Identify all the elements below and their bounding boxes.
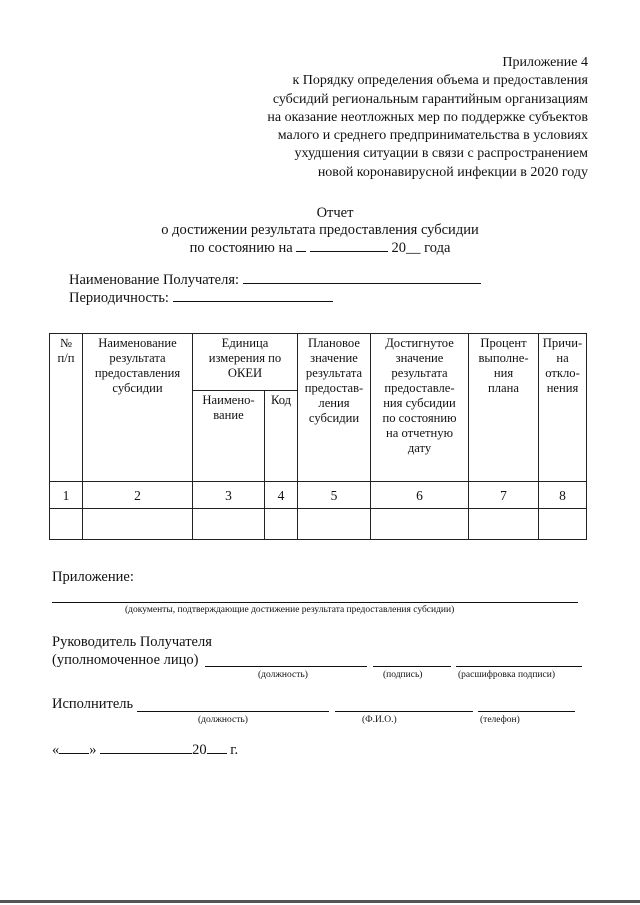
header-cell-unit-name: Наимено- вание [193,391,265,482]
appendix-line: Приложение 4 [502,55,588,70]
head-line1: Руководитель Получателя [52,634,212,650]
table-cell[interactable] [298,509,371,540]
table-cell[interactable] [539,509,587,540]
head-caption-signature: (подпись) [383,670,423,680]
executor-name-line [335,711,473,712]
executor-position-line [137,711,329,712]
date-line [52,741,238,759]
header-cell-unit-group: Единица измерения по ОКЕИ [193,334,298,391]
table-cell[interactable] [265,509,298,540]
column-number: 5 [298,482,371,509]
head-signature-line [373,666,451,667]
date-day-blank [59,741,89,754]
periodicity-blank [173,289,333,302]
recipient-field [69,271,481,289]
date-blank [296,239,306,252]
recipient-label: Наименование Получателя: [69,272,240,288]
date-month-blank [100,741,192,754]
table-cell[interactable] [469,509,539,540]
attachment-label: Приложение: [52,569,134,585]
head-decode-line [456,666,582,667]
appendix-line: субсидий региональным гарантийным организациям [272,91,588,107]
appendix-line: малого и среднего предпринимательства в условиях [277,128,588,144]
report-date-year: 20__ года [391,240,451,256]
column-number: 6 [371,482,469,509]
page-bottom-border [0,900,640,903]
executor-label: Исполнитель [52,696,134,712]
head-position-line [205,666,367,667]
header-cell-achieved: Достигнутое значение результата предоставле- ния субсидии по состоянию на отчетную дату [371,334,469,482]
header-cell-result-name: Наименование результата предоставления субсидии [83,334,193,482]
column-number: 2 [83,482,193,509]
attachment-line [52,602,578,603]
head-caption-position: (должность) [258,670,308,680]
appendix-line: на оказание неотложных мер по поддержке субъектов [267,109,588,125]
executor-caption-phone: (телефон) [480,715,520,725]
table-cell[interactable] [83,509,193,540]
header-cell-planned: Плановое значение результата предостав- ления субсидии [298,334,371,482]
periodicity-label: Периодичность: [69,290,169,306]
appendix-line: к Порядку определения объема и предоставления [292,73,588,89]
table-cell[interactable] [193,509,265,540]
periodicity-field [69,289,333,307]
report-date [0,239,640,257]
header-cell-unit-code: Код [265,391,298,482]
column-number: 3 [193,482,265,509]
executor-caption-name: (Ф.И.О.) [362,715,397,725]
column-number: 4 [265,482,298,509]
table-number-row [50,482,587,509]
column-number: 8 [539,482,587,509]
head-caption-decode: (расшифровка подписи) [458,670,555,680]
executor-phone-line [478,711,575,712]
executor-caption-position: (должность) [198,715,248,725]
date-year: 20 [192,742,207,758]
date-year-blank [207,741,227,754]
head-line2: (уполномоченное лицо) [52,652,199,668]
report-subtitle: о достижении результата предоставления субсидии [161,222,479,238]
column-number: 1 [50,482,83,509]
appendix-line: ухудшения ситуации в связи с распространением [294,146,588,162]
attachment-caption: (документы, подтверждающие достижение результата предоставления субсидии) [125,605,455,615]
column-number: 7 [469,482,539,509]
table-header-row [50,334,587,391]
report-title: Отчет [316,205,354,221]
report-title-block [0,205,640,257]
header-cell-number: № п/п [50,334,83,482]
table-cell[interactable] [371,509,469,540]
header-cell-percent: Процент выполне- ния плана [469,334,539,482]
date-open-quote: « [52,742,60,758]
date-blank [310,239,388,252]
date-close-quote: » [89,742,97,758]
recipient-blank [243,271,481,284]
appendix-line: новой коронавирусной инфекции в 2020 году [317,164,588,180]
table-cell[interactable] [50,509,83,540]
table-row [50,509,587,540]
report-table [49,333,587,540]
appendix-header [208,54,588,182]
report-date-prefix: по состоянию на [189,240,293,256]
date-suffix: г. [230,742,239,758]
header-cell-reason: Причи- на откло- нения [539,334,587,482]
